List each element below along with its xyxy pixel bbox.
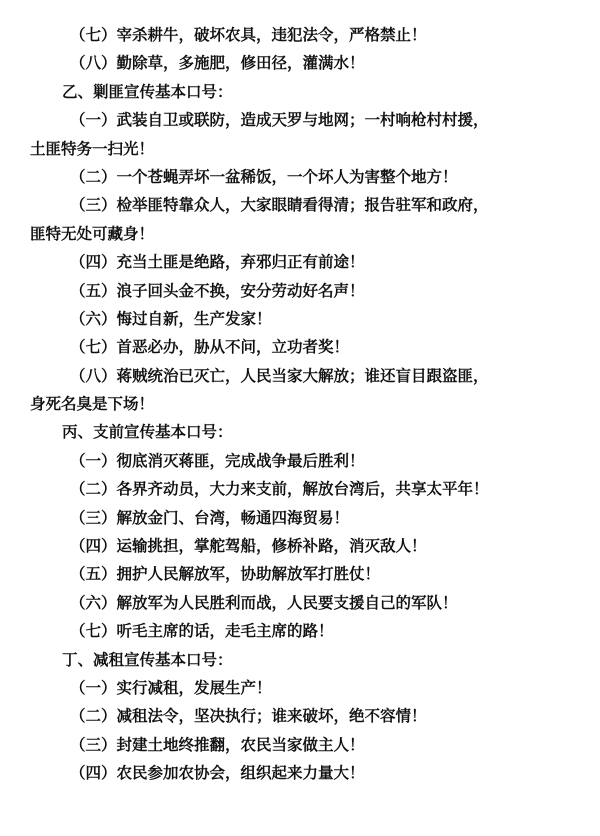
- slogan-continuation: 土匪特务一扫光！: [30, 138, 155, 158]
- slogan-continuation: 身死名臭是下场！: [30, 394, 155, 414]
- slogan-line: （一）实行减租，发展生产！: [70, 677, 272, 697]
- section-heading: 丙、支前宣传基本口号：: [62, 422, 233, 442]
- section-heading: 乙、剿匪宣传基本口号：: [62, 81, 233, 101]
- slogan-line: （一）武装自卫或联防，造成天罗与地网；一村响枪村村援，: [70, 110, 489, 130]
- slogan-line: （五）拥护人民解放军，协助解放军打胜仗！: [70, 564, 381, 584]
- slogan-line: （八）勤除草，多施肥，修田径，灌满水！: [70, 53, 365, 73]
- slogan-line: （三）封建土地终推翻，农民当家做主人！: [70, 734, 365, 754]
- slogan-line: （二）一个苍蝇弄坏一盆稀饭，一个坏人为害整个地方！: [70, 166, 458, 186]
- slogan-line: （四）农民参加农协会，组织起来力量大！: [70, 763, 365, 783]
- slogan-line: （八）蒋贼统治已灭亡，人民当家大解放；谁还盲目跟盗匪，: [70, 365, 489, 385]
- slogan-line: （五）浪子回头金不换，安分劳动好名声！: [70, 280, 365, 300]
- slogan-line: （七）宰杀耕牛，破坏农具，违犯法令，严格禁止！: [70, 25, 427, 44]
- section-heading: 丁、减租宣传基本口号：: [62, 649, 233, 669]
- slogan-continuation: 匪特无处可藏身！: [30, 223, 155, 243]
- slogan-line: （六）解放军为人民胜利而战，人民要支援自己的军队！: [70, 592, 458, 612]
- slogan-line: （一）彻底消灭蒋匪，完成战争最后胜利！: [70, 450, 365, 470]
- slogan-line: （六）悔过自新，生产发家！: [70, 308, 272, 328]
- slogan-line: （七）听毛主席的话，走毛主席的路！: [70, 621, 334, 641]
- slogan-line: （二）减租法令，坚决执行；谁来破坏，绝不容情！: [70, 706, 427, 726]
- slogan-line: （七）首恶必办，胁从不问，立功者奖！: [70, 337, 350, 357]
- slogan-line: （四）充当土匪是绝路，弃邪归正有前途！: [70, 252, 365, 272]
- slogan-line: （三）解放金门、台湾，畅通四海贸易！: [70, 507, 350, 527]
- slogan-line: （四）运输挑担，掌舵驾船，修桥补路，消灭敌人！: [70, 536, 427, 556]
- slogan-line: （三）检举匪特靠众人，大家眼睛看得清；报告驻军和政府，: [70, 195, 489, 215]
- slogan-line: （二）各界齐动员，大力来支前，解放台湾后，共享太平年！: [70, 479, 489, 499]
